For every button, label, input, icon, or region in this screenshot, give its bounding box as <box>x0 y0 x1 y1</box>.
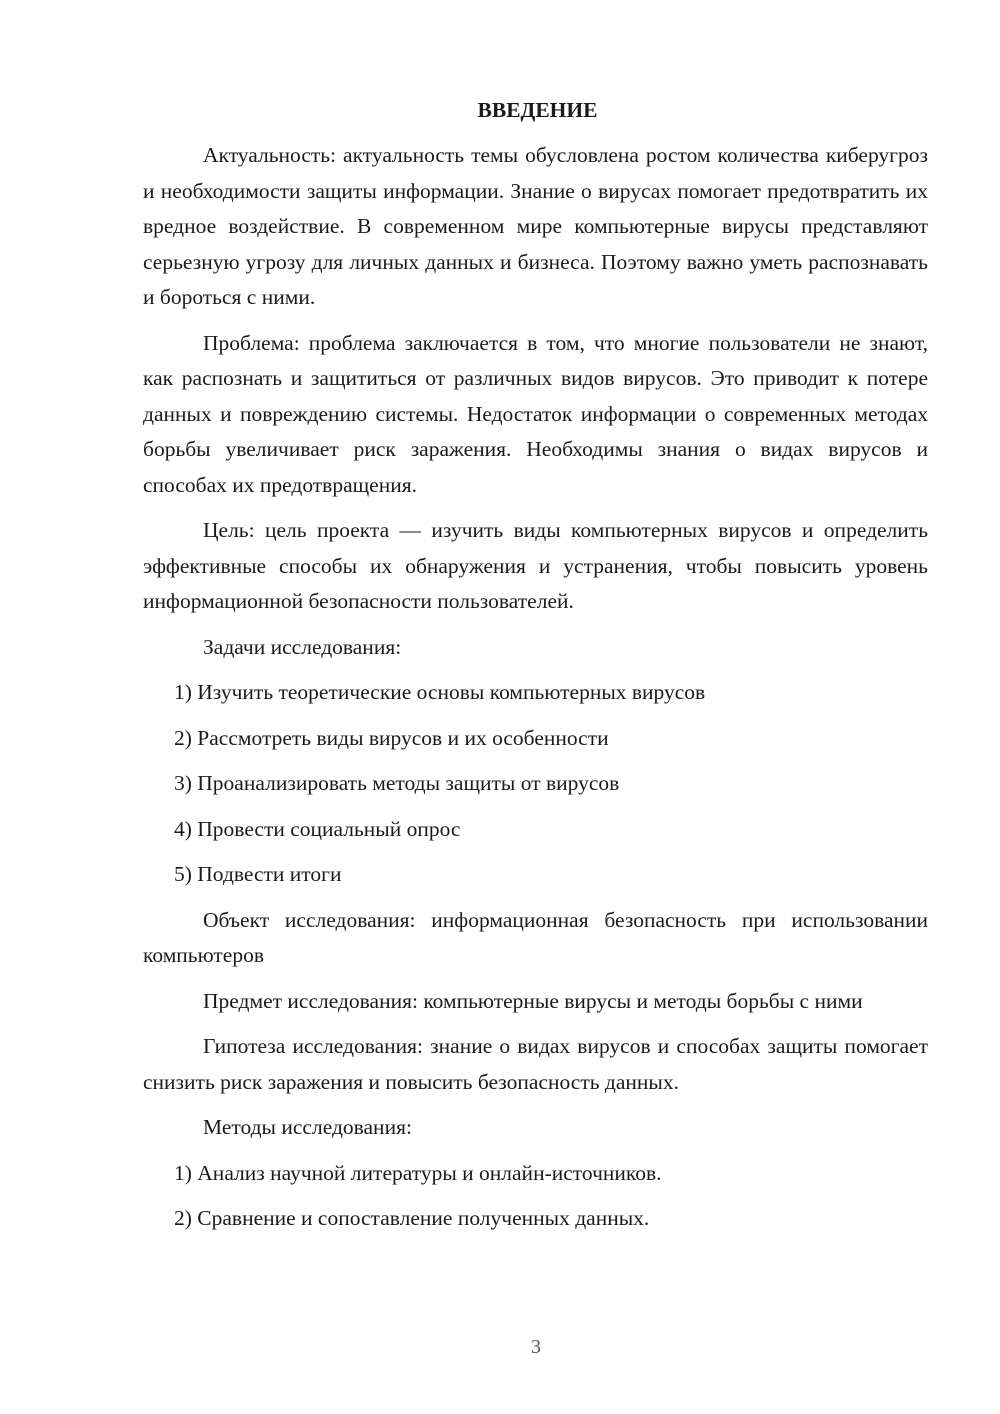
list-item: 1) Изучить теоретические основы компьютерных вирусов <box>174 680 706 704</box>
list-item: 5) Подвести итоги <box>174 862 342 886</box>
document-page <box>143 95 928 1247</box>
tasks-label: Задачи исследования: <box>203 634 402 659</box>
methods-list <box>143 1156 928 1237</box>
list-item: 2) Рассмотреть виды вирусов и их особенности <box>174 725 609 750</box>
subject-paragraph: Предмет исследования: компьютерные вирусы и методы борьбы с ними <box>203 988 863 1013</box>
page-number: 3 <box>531 1336 541 1358</box>
problem-paragraph: Проблема: проблема заключается в том, что многие пользователи не знают, как распознать и защититься от различных видов вирусов. Это приводит к потере данных и повреждению системы. Недостаток информации о современных методах борьбы увеличивает риск заражения. Необходимы знания о видах вирусов и способах их предотвращения. <box>143 330 928 497</box>
list-item: 2) Сравнение и сопоставление полученных данных. <box>174 1206 650 1230</box>
hypothesis-paragraph: Гипотеза исследования: знание о видах вирусов и способах защиты помогает снизить риск заражения и повысить безопасность данных. <box>143 1034 928 1094</box>
goal-paragraph: Цель: цель проекта — изучить виды компьютерных вирусов и определить эффективные способы их обнаружения и устранения, чтобы повысить уровень информационной безопасности пользователей. <box>143 518 928 613</box>
list-item: 3) Проанализировать методы защиты от вирусов <box>174 771 620 795</box>
list-item: 4) Провести социальный опрос <box>174 816 461 841</box>
tasks-list <box>143 675 928 893</box>
list-item: 1) Анализ научной литературы и онлайн-источников. <box>174 1160 662 1185</box>
page-title: ВВЕДЕНИЕ <box>477 98 598 122</box>
relevance-paragraph: Актуальность: актуальность темы обусловлена ростом количества киберугроз и необходимости защиты информации. Знание о вирусах помогает предотвратить их вредное воздействие. В современном мире компьютерные вирусы представляют серьезную угрозу для личных данных и бизнеса. Поэтому важно уметь распознавать и бороться с ними. <box>143 143 928 309</box>
methods-label: Методы исследования: <box>203 1115 412 1139</box>
object-paragraph: Объект исследования: информационная безопасность при использовании компьютеров <box>143 907 928 967</box>
